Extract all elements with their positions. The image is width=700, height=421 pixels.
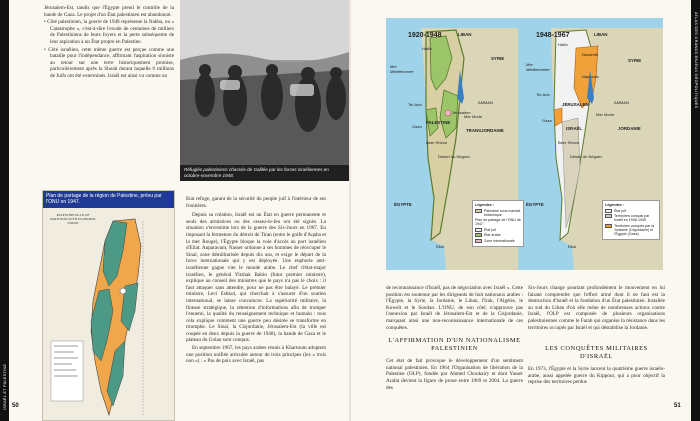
plan-map-title: PALESTINE PLAN OF PARTITION WITH ECONOMIC UNION <box>50 213 96 225</box>
legend-item <box>605 214 657 222</box>
bullet-israeli: • Côté israélien, cette même guerre est perçue comme une bataille pour l'indépendance, affirmant l'aspiration sioniste au retour sur une terre historiquement promise, particulièrement après la Shoah durant laquelle 6 millions de Juifs ont été exterminés. Israël est ainsi vu comme un <box>44 46 174 79</box>
photo-caption: Réfugiés palestiniens chassés de Galilée par les forces israéliennes en octobre-novembre 1948. <box>180 165 349 181</box>
bullet-nakba: • Côté palestinien, la guerre de 1948 représente la Nakba, ou « Catastrophe », c'est-à-dire l'exode de centaines de milliers de Palestiniens de leurs foyers et la perte subséquente de leur aspiration à un État propre en Palestine. <box>44 19 174 45</box>
photo-illustration <box>180 0 349 181</box>
legend-label: Zone internationale <box>484 238 515 243</box>
map-label: Haïfa <box>558 42 568 47</box>
page-number-left: 50 <box>12 403 19 409</box>
legend-label: Palestine sous mandat britannique <box>484 208 521 217</box>
map-label: PALESTINE <box>426 120 451 125</box>
paragraph: Depuis sa création, Israël est un État en guerre permanente et seuls des armistices ou des cessez-le-feu ont été signés. La situation s'envenime lors de la guerre des Six-Jours en 1967. En imposant la fermeture du détroit de Tiran (entre le golfe d'Aqaba et la mer Rouge), l'Égypte bloque la voie d'accès au port israélien d'Eilat. Auparavant, Nasser ordonne à ses hommes de réoccuper le Sinaï, zone démilitarisée depuis dix ans, et exige le départ de la force internationale qui y est déployée. Une euphorie anti-israélienne gagne vite le monde arabe. Le chef d'état-major israélien, le général Yitzhak Rabin (futur premier ministre), explique au conseil des ministres que le pays n'a pas le choix : il faut attaquer sans attendre, pour ne pas être balayé. Le premier ministre, Levi Eshkol, qui cherchait à s'assurer d'un soutien international, se laisse convaincre. La supériorité militaire, la finesse stratégique, la rétention d'informations afin de tromper l'ennemi, la qualité du renseignement technique et humain : tous cela explique comment une guerre peu désirée se transforme en triomphe. Le Sinaï, la Cisjordanie, Jérusalem-Est (la ville est coupée en deux depuis la guerre de 1948), la bande de Gaza et le plateau du Golan sont conquis. <box>186 212 326 344</box>
legend-swatch <box>605 224 612 228</box>
map-title-right: 1948-1967 <box>536 32 570 39</box>
paragraph: Jérusalem-Est, tandis que l'Égypte prend le contrôle de la bande de Gaza. Le projet d'un État palestinien est abandonné. <box>44 5 174 18</box>
map-label: Eilat <box>568 244 576 249</box>
plan-header: Plan de partage de la région de Palestine, prévu par l'ONU en 1947. <box>43 191 174 208</box>
map-label: Gaza <box>542 118 552 123</box>
side-label-left: ISRAËL ET PALESTINE <box>2 363 7 410</box>
left-page <box>0 0 349 421</box>
map-label: Beer Sheva <box>558 140 579 145</box>
map-label: AMMAN <box>614 100 629 105</box>
section-heading-conquests: LES CONQUÊTES MILITAIRES D'ISRAËL <box>545 345 648 361</box>
map-label: Tel-Aviv <box>408 102 422 107</box>
side-label-right: ATLAS DES GRANDS ENJEUX GÉOPOLITIQUES <box>693 12 698 109</box>
left-column-1 <box>44 5 174 187</box>
paragraph: En septembre 1967, les pays arabes réunis à Khartoum adoptent une position unifiée articulée autour de trois principes (les « trois non ») : « Pas de paix avec Israël, pas <box>186 345 326 365</box>
map-label: Nazareth <box>582 52 599 57</box>
paragraph: En 1973, l'Égypte et la Syrie lancent la quatrième guerre israélo-arabe, aussi appelée guerre du Kippour, qui a pour objectif la reprise des territoires perdus <box>528 366 665 386</box>
plan-map-graphic <box>43 191 175 421</box>
legend-label: Plan de partage de l'ONU de 1947 : <box>475 218 521 226</box>
page-number-right: 51 <box>674 403 681 409</box>
map-label: Haïfa <box>422 46 432 51</box>
legend-label: Territoires conquis par Israël en 1948-1949 <box>614 214 650 222</box>
map-label: Mer Morte <box>464 114 483 119</box>
map-label: JORDANIE <box>618 126 641 131</box>
map-label: LIBAN <box>458 32 472 37</box>
paragraph: État refuge, garant de la sécurité du peuple juif à l'intérieur de ses frontières. <box>186 196 326 209</box>
paragraph: Six-Jours change pourtant profondément le mouvement en lui faisant comprendre que l'effort armé dont il ne faut est la destruction d'Israël et la fondation d'un État palestinien. Installée au sud du Liban d'où elle mène de nombreuses actions contre Israël, l'OLP est composée de plusieurs organisations palestiniennes comme le Fatah qui organise la résistance dans les territoires occupés par Israël et qui déstabilise la Jordanie. <box>528 285 665 331</box>
map-label: AMMAN <box>478 100 493 105</box>
refugee-photo <box>180 0 349 181</box>
right-column-2 <box>528 285 665 415</box>
map-label: ISRAËL <box>566 126 583 131</box>
map-label: SYRIE <box>628 58 642 63</box>
paragraph: Cet état de fait provoque le développement d'un sentiment national palestinien. En 1964 l'Organisation de libération de la Palestine (OLP), fondée par Ahmed Choukairy et dont Yasser Arafat devient la figure de proue entre 1969 et 2004. La guerre des <box>386 358 523 391</box>
legend-title: Légendes : <box>605 203 624 207</box>
paragraph: de reconnaissance d'Israël, pas de négociation avec Israël ». Cette position est soutenue par les dirigeants de huit nationaux arabes : l'Égypte, la Syrie, la Jordanie, le Liban, l'Irak, l'Algérie, le Koweït et le Soudan. L'ONU, de son côté, n'approuve pas l'annexion par Israël de Jérusalem-Est et de la Cisjordanie, marquant ainsi une non-reconnaissance internationale de ces conquêtes. <box>386 285 523 331</box>
map-label: Mer Méditerranée <box>526 62 550 72</box>
map-label: LIBAN <box>594 32 608 37</box>
side-strip-right <box>691 0 700 421</box>
legend-label: État juif <box>484 227 496 232</box>
legend-item <box>475 218 521 226</box>
legend-swatch <box>605 209 612 213</box>
legend-item <box>475 228 521 232</box>
legend-label: État juif <box>614 208 626 213</box>
legend-swatch <box>475 233 482 237</box>
legend-label: État arabe <box>484 233 501 237</box>
legend-item <box>475 233 521 237</box>
map-label: Jérusalem <box>452 110 471 115</box>
legend-title: Légendes : <box>475 203 494 207</box>
map-label: Beer Sheva <box>426 140 447 145</box>
map-label: Mer Morte <box>596 112 615 117</box>
map-label: ÉGYPTE <box>394 202 412 207</box>
legend-item <box>605 224 657 236</box>
side-strip-left <box>0 0 9 421</box>
right-column-1 <box>386 285 523 415</box>
map-label: Gaza <box>412 124 422 129</box>
map-label: Mer Méditerranée <box>390 64 414 74</box>
map-label: Tel-Aviv <box>536 92 550 97</box>
map-label: TRANSJORDANIE <box>466 128 504 133</box>
map-label: Désert du Néguev <box>570 154 603 159</box>
legend-item <box>475 209 521 217</box>
partition-plan-map <box>42 190 175 421</box>
legend-swatch <box>475 209 482 213</box>
legend-swatch <box>475 228 482 232</box>
legend-right <box>602 200 660 240</box>
section-heading-nationalism: L'AFFIRMATION D'UN NATIONALISME PALESTINIEN <box>388 337 521 353</box>
map-label: Naplouse <box>582 74 599 79</box>
map-title-left: 1920-1948 <box>408 32 442 39</box>
legend-left <box>472 200 524 247</box>
maps-panel <box>386 18 663 270</box>
left-column-2 <box>186 196 326 408</box>
map-label: Désert du Néguev <box>438 154 471 159</box>
legend-swatch <box>605 214 612 218</box>
map-label: JÉRUSALEM <box>562 102 590 107</box>
legend-item <box>475 239 521 243</box>
map-label: Eilat <box>436 244 444 249</box>
legend-swatch <box>475 239 482 243</box>
map-label: ÉGYPTE <box>526 202 544 207</box>
map-label: SYRIE <box>491 56 505 61</box>
legend-item <box>605 209 657 213</box>
right-page <box>351 0 700 421</box>
legend-label: Territoires occupés par la Jordanie (Cisjordanie) et l'Égypte (Gaza) <box>614 223 655 236</box>
